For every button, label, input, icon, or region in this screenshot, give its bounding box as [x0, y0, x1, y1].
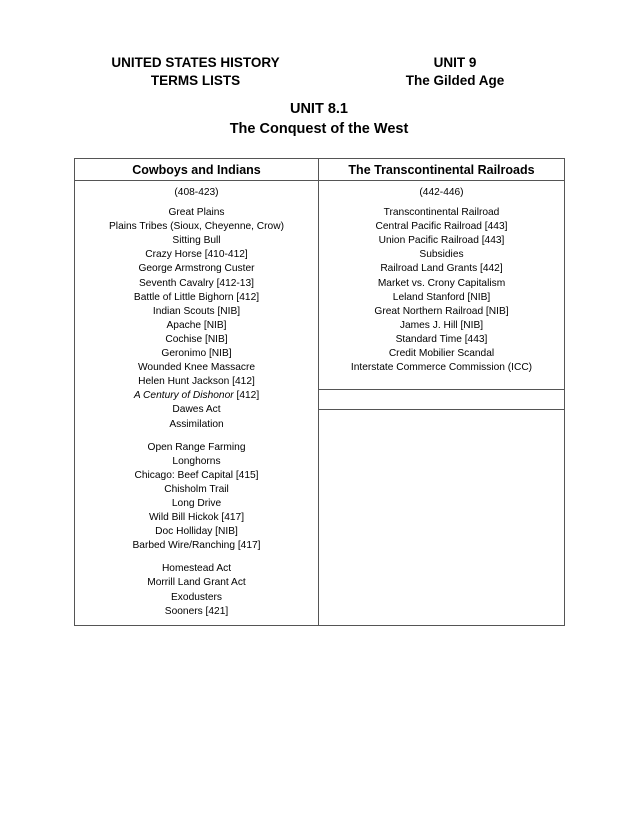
term-item: Barbed Wire/Ranching [417] — [132, 540, 261, 552]
railroads-cell — [319, 181, 565, 390]
term-item: Homestead Act — [161, 563, 232, 575]
course-header — [88, 54, 303, 90]
subunit-title: The Conquest of the West — [229, 121, 409, 137]
term-item: Central Pacific Railroad [443] — [375, 221, 508, 233]
term-item: Wounded Knee Massacre — [137, 362, 256, 374]
term-item: Railroad Land Grants [442] — [380, 263, 503, 275]
term-item: Sitting Bull — [172, 235, 221, 247]
empty-cell — [319, 409, 565, 625]
term-item: Dawes Act — [172, 404, 221, 416]
unit-name: The Gilded Age — [405, 73, 505, 88]
term-item: Open Range Farming — [147, 441, 246, 453]
term-item: Longhorns — [172, 455, 221, 467]
cowboys-terms — [75, 181, 318, 619]
column-header-cowboys: Cowboys and Indians — [75, 159, 319, 181]
subunit-number: UNIT 8.1 — [289, 101, 348, 117]
term-item: George Armstrong Custer — [138, 263, 255, 275]
course-title: UNITED STATES HISTORY — [111, 55, 280, 70]
term-item: Geronimo [NIB] — [161, 348, 232, 360]
term-item: Great Northern Railroad [NIB] — [374, 305, 509, 317]
empty-cell — [319, 389, 565, 409]
term-item: Market vs. Crony Capitalism — [377, 277, 506, 289]
table-row — [75, 181, 565, 390]
term-group — [319, 206, 564, 375]
table-header-row — [75, 159, 565, 181]
term-item: Standard Time [443] — [395, 333, 488, 345]
term-item: Long Drive — [171, 497, 222, 509]
term-item: James J. Hill [NIB] — [399, 319, 484, 331]
term-item: Interstate Commerce Commission (ICC) — [350, 362, 533, 374]
book-title: A Century of Dishonor — [133, 390, 234, 402]
term-item: Battle of Little Bighorn [412] — [133, 291, 260, 303]
book-pages: [412] — [233, 390, 260, 402]
term-item: Union Pacific Railroad [443] — [378, 235, 505, 247]
term-group — [75, 206, 318, 432]
term-item: Exodusters — [171, 591, 222, 603]
term-item: Transcontinental Railroad — [383, 207, 500, 219]
term-item: Subsidies — [419, 249, 464, 261]
column-header-railroads: The Transcontinental Railroads — [319, 159, 565, 181]
term-item: Doc Holliday [NIB] — [155, 526, 238, 538]
term-item: Seventh Cavalry [412-13] — [139, 277, 254, 289]
term-item: Chicago: Beef Capital [415] — [134, 469, 259, 481]
term-item: Apache [NIB] — [166, 319, 227, 331]
term-item: Plains Tribes (Sioux, Cheyenne, Crow) — [109, 221, 284, 233]
terms-table — [74, 158, 565, 626]
subunit-heading — [0, 99, 638, 139]
unit-header — [380, 54, 530, 90]
term-item: Leland Stanford [NIB] — [392, 291, 491, 303]
term-item: Morrill Land Grant Act — [147, 577, 246, 589]
term-item: Cochise [NIB] — [165, 333, 228, 345]
term-item: Credit Mobilier Scandal — [388, 348, 495, 360]
term-item: Chisholm Trail — [164, 483, 229, 495]
term-group — [75, 441, 318, 554]
term-item: Helen Hunt Jackson [412] — [138, 376, 255, 388]
term-item: Great Plains — [168, 207, 225, 219]
unit-number: UNIT 9 — [433, 55, 477, 70]
term-item: Indian Scouts [NIB] — [152, 305, 241, 317]
term-item: Wild Bill Hickok [417] — [148, 512, 245, 524]
page-range: (442-446) — [419, 187, 464, 198]
term-item — [75, 389, 318, 403]
term-item: Sooners [421] — [164, 605, 229, 617]
page-range: (408-423) — [174, 187, 219, 198]
railroads-terms — [319, 181, 564, 375]
term-group — [75, 562, 318, 618]
cowboys-cell — [75, 181, 319, 626]
term-item: Assimilation — [169, 418, 224, 430]
terms-lists-label: TERMS LISTS — [150, 73, 241, 88]
term-item: Crazy Horse [410-412] — [145, 249, 248, 261]
